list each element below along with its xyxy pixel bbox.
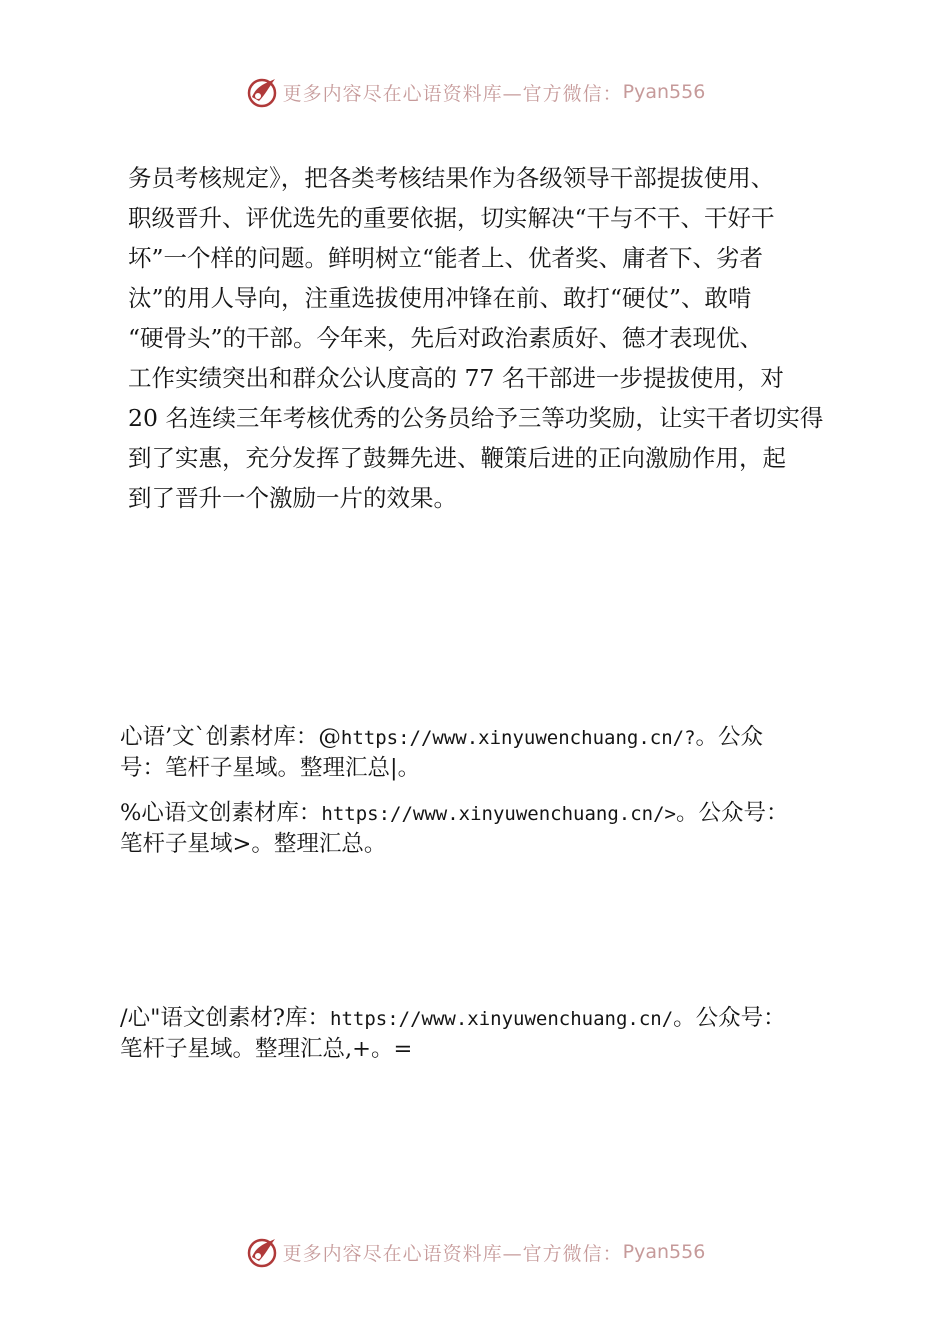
body-line: 到了晋升一个激励一片的效果。 (128, 484, 457, 512)
body-paragraph (128, 158, 828, 518)
promo-block (120, 798, 860, 859)
body-line: 坏”一个样的问题。鲜明树立“能者上、优者奖、庸者下、劣者 (128, 244, 764, 272)
promo-url: https://www.xinyuwenchuang.cn/> (321, 803, 676, 825)
promo-line (120, 1003, 860, 1034)
promo-prefix: %心语文创素材库： (120, 800, 322, 826)
ink-brush-logo-icon (245, 1235, 279, 1269)
promo-block (120, 1003, 860, 1064)
body-line: 20 名连续三年考核优秀的公务员给予三等功奖励，让实干者切实得 (128, 404, 824, 432)
wechat-id: Pyan556 (622, 1241, 706, 1263)
promo-suffix: 。公众 (695, 724, 764, 750)
promo-suffix: 。公众号： (673, 1005, 786, 1031)
wechat-id: Pyan556 (622, 81, 706, 103)
body-line: 汰”的用人导向，注重选拔使用冲锋在前、敢打“硬仗”、敢啃 (128, 284, 752, 312)
body-line: 到了实惠，充分发挥了鼓舞先进、鞭策后进的正向激励作用，起 (128, 444, 786, 472)
promo-line (120, 722, 860, 753)
promo-line: 笔杆子星域。整理汇总,+。= (120, 1036, 413, 1062)
promo-url: https://www.xinyuwenchuang.cn/? (340, 727, 696, 749)
body-line: 工作实绩突出和群众公认度高的 77 名干部进一步提拔使用，对 (128, 364, 784, 392)
body-line: 务员考核规定》，把各类考核结果作为各级领导干部提拔使用、 (128, 164, 775, 192)
body-line: “硬骨头”的干部。今年来，先后对政治素质好、德才表现优、 (128, 324, 764, 352)
footer-banner (0, 1232, 950, 1272)
body-line: 职级晋升、评优选先的重要依据，切实解决“干与不干、干好干 (128, 204, 775, 232)
promo-prefix: 心语’文`创素材库：@ (120, 724, 341, 750)
promo-prefix: /心"语文创素材?库： (120, 1005, 330, 1031)
promo-url: https://www.xinyuwenchuang.cn/ (330, 1008, 674, 1030)
ink-brush-logo-icon (245, 75, 279, 109)
promo-line (120, 798, 860, 829)
promo-block (120, 722, 860, 783)
banner-text: 更多内容尽在心语资料库—官方微信： (282, 1242, 623, 1265)
banner-text: 更多内容尽在心语资料库—官方微信： (282, 82, 623, 105)
promo-line: 笔杆子星域>。整理汇总。 (120, 831, 387, 857)
promo-line: 号：笔杆子星域。整理汇总|。 (120, 755, 421, 781)
promo-suffix: 。公众号： (676, 800, 789, 826)
header-banner (0, 72, 950, 112)
